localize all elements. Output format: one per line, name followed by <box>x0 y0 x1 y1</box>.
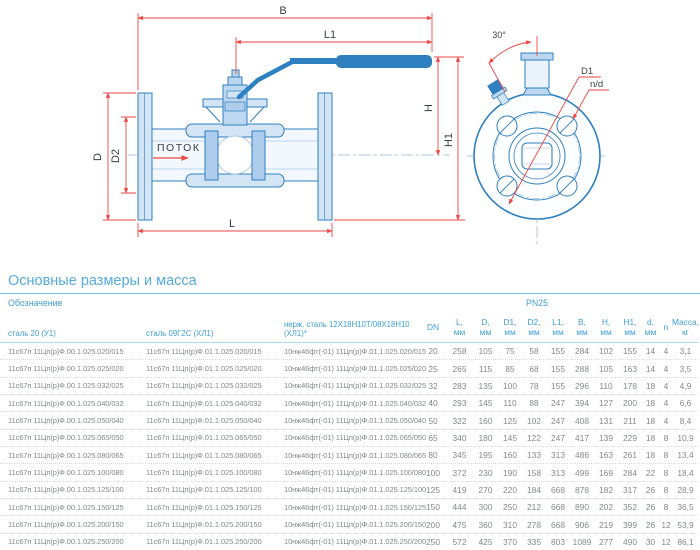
column-header-l: L, мм <box>453 316 466 337</box>
designation-cell: 11с67п 11Цп(р)Ф.00.1.025.250/200 <box>8 537 124 547</box>
value-cell: 313 <box>551 450 565 461</box>
value-cell: 250 <box>426 536 440 547</box>
dim-label-d: D <box>92 153 104 161</box>
value-cell: 425 <box>478 536 493 547</box>
column-header-d: D, мм <box>479 316 492 337</box>
column-header-dn: DN <box>426 321 440 332</box>
value-cell: 133 <box>527 450 541 461</box>
column-header-d_hole: d, мм <box>644 316 657 337</box>
value-cell: 36,5 <box>677 502 694 513</box>
value-cell: 155 <box>551 380 565 391</box>
value-cell: 284 <box>575 346 589 357</box>
value-cell: 125 <box>503 415 517 426</box>
value-cell: 18 <box>645 450 656 461</box>
value-cell: 219 <box>599 519 613 530</box>
designation-cell: 11с67п 11Цп(р)Ф.01.1.025.050/040 <box>146 416 262 426</box>
column-header-mass: Масса, кг <box>671 316 700 337</box>
designation-cell: 11с67п 11Цп(р)Ф.01.1.025.125/100 <box>146 485 262 495</box>
value-cell: 20 <box>428 346 438 357</box>
designation-cell: 10нж46фт(-01) 11Цп(р)Ф.01.1.025.125/100 <box>284 485 427 495</box>
value-cell: 18 <box>645 415 656 426</box>
value-cell: 335 <box>527 536 541 547</box>
value-cell: 18 <box>645 398 656 409</box>
table-row <box>0 482 698 499</box>
value-cell: 145 <box>478 398 493 409</box>
value-cell: 444 <box>452 502 467 513</box>
value-cell: 158 <box>527 467 541 478</box>
value-cell: 163 <box>623 363 637 374</box>
table-body <box>0 343 698 550</box>
value-cell: 212 <box>527 502 541 513</box>
designation-cell: 11с67п 11Цп(р)Ф.01.1.025.080/065 <box>146 450 262 460</box>
designation-cell: 11с67п 11Цп(р)Ф.01.1.025.032/025 <box>146 381 262 391</box>
value-cell: 80 <box>428 450 438 461</box>
value-cell: 145 <box>503 432 517 443</box>
value-cell: 1089 <box>572 536 592 547</box>
value-cell: 4,9 <box>679 380 692 391</box>
designation-cell: 11с67п 11Цп(р)Ф.01.1.025.040/032 <box>146 398 262 408</box>
value-cell: 668 <box>551 519 565 530</box>
value-cell: 26 <box>645 502 656 513</box>
dimensions-table <box>0 294 698 550</box>
designation-cell: 10нж46фт(-01) 11Цп(р)Ф.01.1.025.100/080 <box>284 468 427 478</box>
value-cell: 261 <box>623 450 637 461</box>
value-cell: 6,6 <box>679 398 692 409</box>
value-cell: 486 <box>575 450 589 461</box>
table-row <box>0 395 698 412</box>
value-cell: 105 <box>478 346 493 357</box>
value-cell: 8 <box>663 432 669 443</box>
value-cell: 22 <box>645 467 656 478</box>
designation-cell: 11с67п 11Цп(р)Ф.00.1.025.032/025 <box>8 381 124 391</box>
dim-label-nd: n/d <box>590 79 604 90</box>
table-row <box>0 360 698 377</box>
table-row <box>0 430 698 447</box>
designation-cell: 11с67п 11Цп(р)Ф.00.1.025.125/100 <box>8 485 124 495</box>
value-cell: 110 <box>599 380 613 391</box>
designation-cell: 11с67п 11Цп(р)Ф.01.1.025.025/020 <box>146 364 262 374</box>
value-cell: 155 <box>551 346 565 357</box>
value-cell: 178 <box>623 380 637 391</box>
table-row <box>0 412 698 429</box>
value-cell: 110 <box>503 398 517 409</box>
designation-cell: 11с67п 11Цп(р)Ф.01.1.025.250/200 <box>146 537 262 547</box>
designation-cell: 11с67п 11Цп(р)Ф.01.1.025.020/015 <box>146 346 262 356</box>
value-cell: 572 <box>452 536 467 547</box>
front-view <box>467 30 609 244</box>
value-cell: 13,4 <box>677 450 694 461</box>
value-cell: 296 <box>575 380 589 391</box>
value-cell: 68 <box>529 363 539 374</box>
column-header-b: B, мм <box>576 316 588 337</box>
valve-handle <box>239 55 432 97</box>
column-header-l1: L1, мм <box>552 316 564 337</box>
value-cell: 139 <box>599 432 613 443</box>
valve-technical-drawing <box>0 0 700 270</box>
value-cell: 419 <box>452 484 467 495</box>
value-cell: 417 <box>575 432 589 443</box>
value-cell: 58 <box>529 346 539 357</box>
side-view <box>128 55 450 220</box>
dim-label-l1: L1 <box>323 29 337 41</box>
value-cell: 30 <box>645 536 656 547</box>
value-cell: 200 <box>426 519 440 530</box>
value-cell: 155 <box>623 346 637 357</box>
value-cell: 18 <box>645 380 656 391</box>
value-cell: 100 <box>426 467 440 478</box>
designation-cell: 11с67п 11Цп(р)Ф.01.1.025.200/150 <box>146 520 262 530</box>
value-cell: 28,9 <box>677 484 694 495</box>
designation-cell: 10нж46фт(-01) 11Цп(р)Ф.01.1.025.020/015 <box>284 346 427 356</box>
value-cell: 229 <box>623 432 637 443</box>
flow-label: ПОТОК <box>157 142 201 154</box>
value-cell: 4 <box>663 363 669 374</box>
value-cell: 8 <box>663 467 669 478</box>
designation-cell: 11с67п 11Цп(р)Ф.00.1.025.040/032 <box>8 398 124 408</box>
designation-cell: 10нж46фт(-01) 11Цп(р)Ф.01.1.025.032/025 <box>284 381 427 391</box>
dim-label-h: H <box>423 104 435 112</box>
value-cell: 12 <box>661 519 671 530</box>
designation-cell: 10нж46фт(-01) 11Цп(р)Ф.01.1.025.200/150 <box>284 520 427 530</box>
value-cell: 345 <box>452 450 467 461</box>
value-cell: 14 <box>645 346 656 357</box>
table-header <box>0 294 698 343</box>
value-cell: 878 <box>575 484 589 495</box>
value-cell: 75 <box>505 346 515 357</box>
value-cell: 258 <box>452 346 467 357</box>
value-cell: 394 <box>575 398 589 409</box>
value-cell: 86,1 <box>677 536 694 547</box>
table-row <box>0 499 698 516</box>
value-cell: 906 <box>575 519 589 530</box>
value-cell: 160 <box>478 415 493 426</box>
value-cell: 65 <box>428 432 438 443</box>
value-cell: 102 <box>527 415 541 426</box>
value-cell: 247 <box>551 432 565 443</box>
value-cell: 53,9 <box>677 519 694 530</box>
column-header-n: n <box>663 321 669 332</box>
value-cell: 100 <box>503 380 517 391</box>
value-cell: 352 <box>623 502 637 513</box>
dim-label-d2: D2 <box>110 148 122 164</box>
value-cell: 211 <box>623 415 637 426</box>
value-cell: 283 <box>452 380 467 391</box>
designation-cell: 11с67п 11Цп(р)Ф.00.1.025.080/065 <box>8 450 124 460</box>
value-cell: 8,4 <box>679 415 692 426</box>
value-cell: 163 <box>599 450 613 461</box>
material-header-steel20: сталь 20 (У1) <box>8 329 56 338</box>
value-cell: 4 <box>663 346 669 357</box>
dimension-lines <box>103 13 465 237</box>
designation-cell: 11с67п 11Цп(р)Ф.00.1.025.025/020 <box>8 364 124 374</box>
value-cell: 12 <box>661 536 671 547</box>
designation-cell: 11с67п 11Цп(р)Ф.00.1.025.100/080 <box>8 468 124 478</box>
value-cell: 250 <box>503 502 517 513</box>
value-cell: 25 <box>428 363 438 374</box>
value-cell: 50 <box>428 415 438 426</box>
column-header-h: H, мм <box>600 316 612 337</box>
dim-label-h1: H1 <box>443 132 455 148</box>
value-cell: 277 <box>599 536 613 547</box>
value-cell: 85 <box>505 363 515 374</box>
value-cell: 160 <box>503 450 517 461</box>
value-cell: 26 <box>645 519 656 530</box>
table-row <box>0 343 698 360</box>
value-cell: 150 <box>426 502 440 513</box>
value-cell: 14 <box>645 363 656 374</box>
value-cell: 284 <box>623 467 637 478</box>
value-cell: 247 <box>551 398 565 409</box>
value-cell: 18,4 <box>677 467 694 478</box>
table-row <box>0 464 698 481</box>
value-cell: 313 <box>551 467 565 478</box>
value-cell: 490 <box>623 536 637 547</box>
dim-label-b: B <box>279 5 287 17</box>
designation-cell: 11с67п 11Цп(р)Ф.00.1.025.065/050 <box>8 433 124 443</box>
designation-cell: 10нж46фт(-01) 11Цп(р)Ф.01.1.025.065/050 <box>284 433 427 443</box>
designation-cell: 10нж46фт(-01) 11Цп(р)Ф.01.1.025.050/040 <box>284 416 427 426</box>
value-cell: 890 <box>575 502 589 513</box>
designation-cell: 11с67п 11Цп(р)Ф.00.1.025.050/040 <box>8 416 124 426</box>
table-row <box>0 378 698 395</box>
value-cell: 202 <box>599 502 613 513</box>
drawing-svg <box>0 0 700 270</box>
table-row <box>0 516 698 533</box>
value-cell: 668 <box>551 502 565 513</box>
value-cell: 125 <box>426 484 440 495</box>
value-cell: 105 <box>599 363 613 374</box>
value-cell: 293 <box>452 398 467 409</box>
column-header-h1: H1, мм <box>623 316 637 337</box>
value-cell: 8 <box>663 484 669 495</box>
value-cell: 3,5 <box>679 363 692 374</box>
value-cell: 230 <box>478 467 493 478</box>
value-cell: 310 <box>503 519 517 530</box>
section-title: Основные размеры и масса <box>0 270 700 294</box>
value-cell: 131 <box>599 415 613 426</box>
designation-cell: 10нж46фт(-01) 11Цп(р)Ф.01.1.025.250/200 <box>284 537 427 547</box>
value-cell: 8 <box>663 502 669 513</box>
designation-cell: 10нж46фт(-01) 11Цп(р)Ф.01.1.025.025/020 <box>284 364 427 374</box>
value-cell: 3,1 <box>679 346 692 357</box>
table-row <box>0 534 698 550</box>
designation-cell: 11с67п 11Цп(р)Ф.01.1.025.150/125 <box>146 502 262 512</box>
value-cell: 247 <box>551 415 565 426</box>
designation-cell: 11с67п 11Цп(р)Ф.00.1.025.200/150 <box>8 520 124 530</box>
dim-label-d1: D1 <box>581 66 594 77</box>
value-cell: 265 <box>452 363 467 374</box>
value-cell: 340 <box>452 432 467 443</box>
value-cell: 135 <box>478 380 493 391</box>
value-cell: 190 <box>503 467 517 478</box>
value-cell: 278 <box>527 519 541 530</box>
value-cell: 322 <box>452 415 467 426</box>
value-cell: 4 <box>663 380 669 391</box>
value-cell: 668 <box>551 484 565 495</box>
material-header-stainless: нерж. сталь 12Х18Н10Т/08Х18Н10 (ХЛ1)* <box>284 320 410 338</box>
value-cell: 10,9 <box>677 432 694 443</box>
designation-header: Обозначение <box>8 297 63 308</box>
value-cell: 40 <box>428 398 438 409</box>
table-row <box>0 447 698 464</box>
designation-cell: 11с67п 11Цп(р)Ф.00.1.025.020/015 <box>8 346 124 356</box>
value-cell: 200 <box>623 398 637 409</box>
value-cell: 317 <box>623 484 637 495</box>
value-cell: 8 <box>663 450 669 461</box>
column-header-d1: D1, мм <box>503 316 517 337</box>
value-cell: 220 <box>503 484 517 495</box>
value-cell: 78 <box>529 380 539 391</box>
material-header-steel09g2s: сталь 09Г2С (ХЛ1) <box>146 329 214 338</box>
value-cell: 127 <box>599 398 613 409</box>
value-cell: 803 <box>551 536 565 547</box>
value-cell: 4 <box>663 415 669 426</box>
designation-cell: 10нж46фт(-01) 11Цп(р)Ф.01.1.025.040/032 <box>284 398 427 408</box>
value-cell: 270 <box>478 484 493 495</box>
dim-label-l: L <box>228 218 236 230</box>
value-cell: 88 <box>529 398 539 409</box>
pn-rating-header: PN25 <box>525 297 548 308</box>
angle-label: 30° <box>492 30 506 40</box>
value-cell: 115 <box>478 363 493 374</box>
value-cell: 184 <box>527 484 541 495</box>
value-cell: 18 <box>645 432 656 443</box>
value-cell: 360 <box>478 519 493 530</box>
designation-cell: 11с67п 11Цп(р)Ф.00.1.025.150/125 <box>8 502 124 512</box>
value-cell: 499 <box>575 467 589 478</box>
value-cell: 26 <box>645 484 656 495</box>
value-cell: 408 <box>575 415 589 426</box>
designation-cell: 10нж46фт(-01) 11Цп(р)Ф.01.1.025.080/065 <box>284 450 427 460</box>
designation-cell: 11с67п 11Цп(р)Ф.01.1.025.100/080 <box>146 468 262 478</box>
value-cell: 122 <box>527 432 541 443</box>
value-cell: 4 <box>663 398 669 409</box>
designation-cell: 11с67п 11Цп(р)Ф.01.1.025.065/050 <box>146 433 262 443</box>
value-cell: 372 <box>452 467 467 478</box>
value-cell: 169 <box>599 467 613 478</box>
value-cell: 300 <box>478 502 493 513</box>
value-cell: 32 <box>428 380 438 391</box>
value-cell: 155 <box>551 363 565 374</box>
value-cell: 370 <box>503 536 517 547</box>
value-cell: 102 <box>599 346 613 357</box>
value-cell: 182 <box>599 484 613 495</box>
column-header-d2: D2, мм <box>527 316 541 337</box>
value-cell: 195 <box>478 450 493 461</box>
designation-cell: 10нж46фт(-01) 11Цп(р)Ф.01.1.025.150/125 <box>284 502 427 512</box>
value-cell: 399 <box>623 519 637 530</box>
value-cell: 180 <box>478 432 493 443</box>
value-cell: 475 <box>452 519 467 530</box>
value-cell: 288 <box>575 363 589 374</box>
